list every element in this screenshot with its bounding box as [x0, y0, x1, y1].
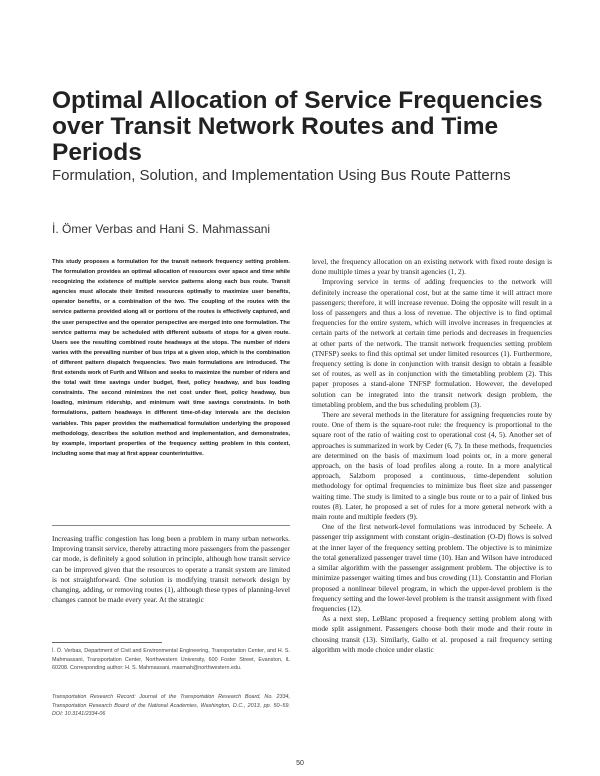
right-column — [312, 257, 552, 655]
abstract: This study proposes a formulation for the transit network frequency setting problem. The formulation provides an optimal allocation of resources over space and time while recognizing the existence of multiple service patterns along each bus route. Transit agencies must allocate their limited resources optimally to maximize user benefits, operator benefits, or a combination of the two. The coupling of the routes with the service patterns provided along all or portions of the routes is effectively captured, and the user perspective and the operator perspective are merged into one formulation. The service patterns may be scheduled with different subsets of stops for a given route. Users see the resulting combined route headways at the stops. The number of riders varies with the prevailing number of bus trips at a given stop, which is the combination of different pattern dispatch frequencies. Two main formulations are introduced. The first extends work of Furth and Wilson and seeks to maximize the number of riders and the total wait time savings under budget, fleet, policy headway, and bus loading constraints. The second minimizes the net cost under fleet, policy headway, bus loading, minimum ridership, and minimum wait time savings constraints. In both formulations, pattern headways in different time-of-day intervals are the decision variables. This paper provides the mathematical formulation underlying the proposed methodology, describes the solution method and implementation, and demonstrates, by example, important properties of the frequency setting problem in this context, including some that may at first appear counterintuitive. — [52, 259, 290, 457]
body-paragraph: There are several methods in the literature for assigning frequencies route by route. One of them is the square-root rule: the frequency is proportional to the square root of the ratio of waiting cost to operational cost (4, 5). Another set of approaches is summarized in work by Ceder (6, 7). In these methods, frequencies are determined on the basis of maximum load points or, in a more general approach, on the basis of load profiles along a route. In a more analytical approach, Salzborn proposed a continuous, time-dependent solution methodology for optimal frequencies to minimize bus fleet size and passenger waiting time. The study is limited to a single bus route or to a pair of linked bus routes (8). Later, he proposed a set of rules for a more general network with a main route and multiple feeders (9). — [312, 410, 552, 522]
body-paragraph: One of the first network-level formulations was introduced by Scheele. A passenger trip assignment with constant origin–destination (O-D) flows is solved at the inner layer of the frequency setting problem. The objective is to minimize the total generalized passenger travel time (10). Han and Wilson have introduced a similar algorithm with the passenger assignment problem. The objective is to minimize passenger waiting times and bus crowding (11). Constantin and Florian proposed a nonlinear bilevel program, in which the upper-level problem is the frequency setting and the lower-level problem is the transit assignment with fixed frequencies (12). — [312, 522, 552, 613]
authors: İ. Ömer Verbas and Hani S. Mahmassani — [52, 222, 271, 236]
citation-footnote: Transportation Research Record: Journal of the Transportation Research Board, No. 2334, Transportation Research Board of the National Academies, Washington, D.C., 2013, pp. 50–59. DOI: 10.3141/2334-06 — [52, 694, 290, 718]
footnote-divider — [52, 642, 162, 643]
body-paragraph: As a next step, LeBlanc proposed a frequency setting problem along with mode split assignment. Passengers choose both their mode and their route in choosing transit (13). Similarly, Gallo et al. proposed a rail frequency setting algorithm with mode choice under elastic — [312, 614, 552, 654]
abstract-divider — [52, 525, 290, 526]
intro-paragraph: Increasing traffic congestion has long been a problem in many urban networks. Improving transit service, thereby attracting more passengers from the passenger car mode, is definitely a good solution in principle, although how transit service can be improved given that the resources to operate a transit system are limited is not straightforward. One solution is modifying transit network design by changing, adding, or removing routes (1), although these types of planning-level changes cannot be made every year. At the strategic — [52, 534, 290, 605]
body-paragraph: level, the frequency allocation on an existing network with fixed route design is done multiple times a year by transit agencies (1, 2). — [312, 257, 552, 277]
body-paragraph: Improving service in terms of adding frequencies to the network will definitely increase the operational cost, but at the same time it will attract more passengers; therefore, it will increase revenue. Doing the opposite will result in a loss of passengers and thus a loss of revenue. The objective is to find optimal frequencies for the entire system, which will involve increases in frequencies at certain parts of the network at certain time periods and decreases in frequencies at other parts of the network. The transit network frequencies setting problem (TNFSP) seeks to find this optimal set under limited resources (1). Furthermore, frequency setting is done in conjunction with transit design to obtain a feasible set of routes, as well as in conjunction with the timetabling problem (2). This paper proposes a stand-alone TNFSP formulation. However, the developed solution can be integrated into the transit network design problem, the timetabling problem, and the bus scheduling problem (3). — [312, 277, 552, 409]
author-footnote: İ. Ö. Verbas, Department of Civil and Environmental Engineering, Transportation Center, and H. S. Mahmassani, Transportation Center, Northwestern University, 600 Foster Street, Evanston, IL 60208. Corresponding author: H. S. Mahmassani, masmah@northwestern.edu. — [52, 648, 290, 672]
paper-subtitle: Formulation, Solution, and Implementation Using Bus Route Patterns — [52, 167, 511, 184]
page-number: 50 — [296, 760, 304, 767]
paper-title: Optimal Allocation of Service Frequencies over Transit Network Routes and Time Periods — [52, 87, 543, 166]
intro-column — [52, 534, 290, 605]
